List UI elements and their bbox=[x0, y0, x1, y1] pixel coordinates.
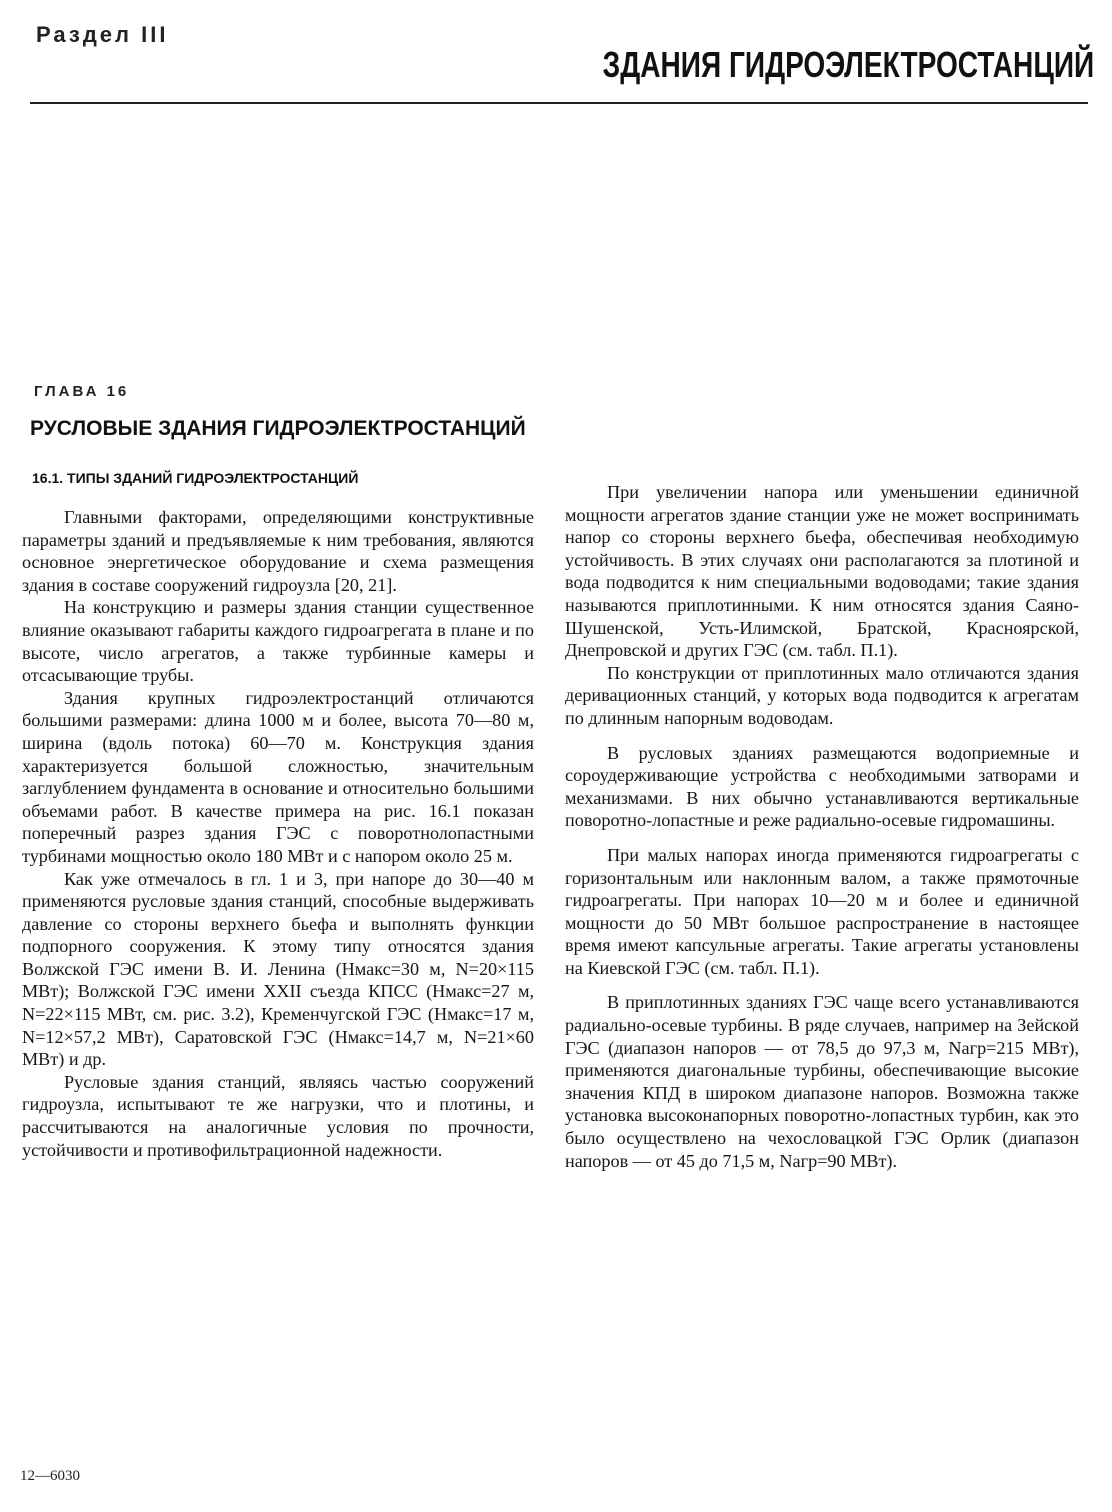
part-title: ЗДАНИЯ ГИДРОЭЛЕКТРОСТАНЦИЙ bbox=[602, 44, 1094, 85]
chapter-label: ГЛАВА 16 bbox=[34, 383, 130, 400]
paragraph: В приплотинных зданиях ГЭС чаще всего устанавливаются радиально-осевые турбины. В ряде случаев, например на Зейской ГЭС (диапазон напоров — от 78,5 до 97,3 м, Nагр=215 МВт), применяются диагональные турбины, обеспечивающие высокие значения КПД в широком диапазоне напоров. Возможна также установка высоконапорных поворотно-лопастных турбин, как это было осуществлено на чехословацкой ГЭС Орлик (диапазон напоров — от 45 до 71,5 м, Nагр=90 МВт). bbox=[565, 992, 1079, 1171]
paragraph: По конструкции от приплотинных мало отличаются здания деривационных станций, у которых вода подводится к агрегатам по длинным напорным водоводам. bbox=[565, 662, 1079, 728]
chapter-title: РУСЛОВЫЕ ЗДАНИЯ ГИДРОЭЛЕКТРОСТАНЦИЙ bbox=[30, 417, 526, 440]
paragraph: При увеличении напора или уменьшении единичной мощности агрегатов здание станции уже не может воспринимать напор со стороны верхнего бьефа, обеспечивая необходимую устойчивость. В этих случаях они располагаются за плотиной и вода подводится к ним специальными водоводами; такие здания называются приплотинными. К ним относятся здания Саяно-Шушенской, Усть-Илимской, Братской, Красноярской, Днепровской и других ГЭС (см. табл. П.1). bbox=[565, 482, 1079, 661]
paragraph: Русловые здания станций, являясь частью сооружений гидроузла, испытывают те же нагрузки, что и плотины, и рассчитываются на аналогичные условия по прочности, устойчивости и противофильтрационной надежности. bbox=[22, 1071, 534, 1160]
section-label: Раздел III bbox=[36, 22, 169, 47]
section-heading: 16.1. ТИПЫ ЗДАНИЙ ГИДРОЭЛЕКТРОСТАНЦИЙ bbox=[32, 470, 359, 486]
paragraph: В русловых зданиях размещаются водоприемные и сороудерживающие устройства с необходимыми затворами и механизмами. В них обычно устанавливаются вертикальные поворотно-лопастные и реже радиально-осевые гидромашины. bbox=[565, 742, 1079, 831]
paragraph: При малых напорах иногда применяются гидроагрегаты с горизонтальным или наклонным валом, а также прямоточные гидроагрегаты. При напорах 10—20 м и более и единичной мощности до 50 МВт большое распространение в настоящее время имеют капсульные агрегаты. Такие агрегаты установлены на Киевской ГЭС (см. табл. П.1). bbox=[565, 844, 1079, 978]
paragraph: На конструкцию и размеры здания станции существенное влияние оказывают габариты каждого гидроагрегата в плане и по высоте, число агрегатов, а также турбинные камеры и отсасывающие трубы. bbox=[22, 597, 534, 686]
paragraph: Как уже отмечалось в гл. 1 и 3, при напоре до 30—40 м применяются русловые здания станций, способные выдерживать давление со стороны верхнего бьефа и выполнять функции подпорного сооружения. К этому типу относятся здания Волжской ГЭС имени В. И. Ленина (Hмакс=30 м, N=20×115 МВт); Волжской ГЭС имени XXII съезда КПСС (Hмакс=27 м, N=22×115 МВт, см. рис. 3.2), Кременчугской ГЭС (Hмакс=17 м, N=12×57,2 МВт), Саратовской ГЭС (Hмакс=14,7 м, N=21×60 МВт) и др. bbox=[22, 868, 534, 1070]
paragraph: Главными факторами, определяющими конструктивные параметры зданий и предъявляемые к ним требования, являются основное энергетическое оборудование и схема размещения здания в составе сооружений гидроузла [20, 21]. bbox=[22, 507, 534, 595]
signature-mark: 12—6030 bbox=[20, 1468, 80, 1484]
header-rule bbox=[30, 102, 1088, 104]
left-column bbox=[22, 506, 534, 1161]
paragraph: Здания крупных гидроэлектростанций отличаются большими размерами: длина 1000 м и более, высота 70—80 м, ширина (вдоль потока) 60—70 м. Конструкция здания характеризуется большой сложностью, значительным заглублением фундамента в основание и относительно большими объемами работ. В качестве примера на рис. 16.1 показан поперечный разрез здания ГЭС с поворотнолопастными турбинами мощностью около 180 МВт и с напором около 25 м. bbox=[22, 687, 534, 866]
right-column bbox=[565, 481, 1079, 1172]
